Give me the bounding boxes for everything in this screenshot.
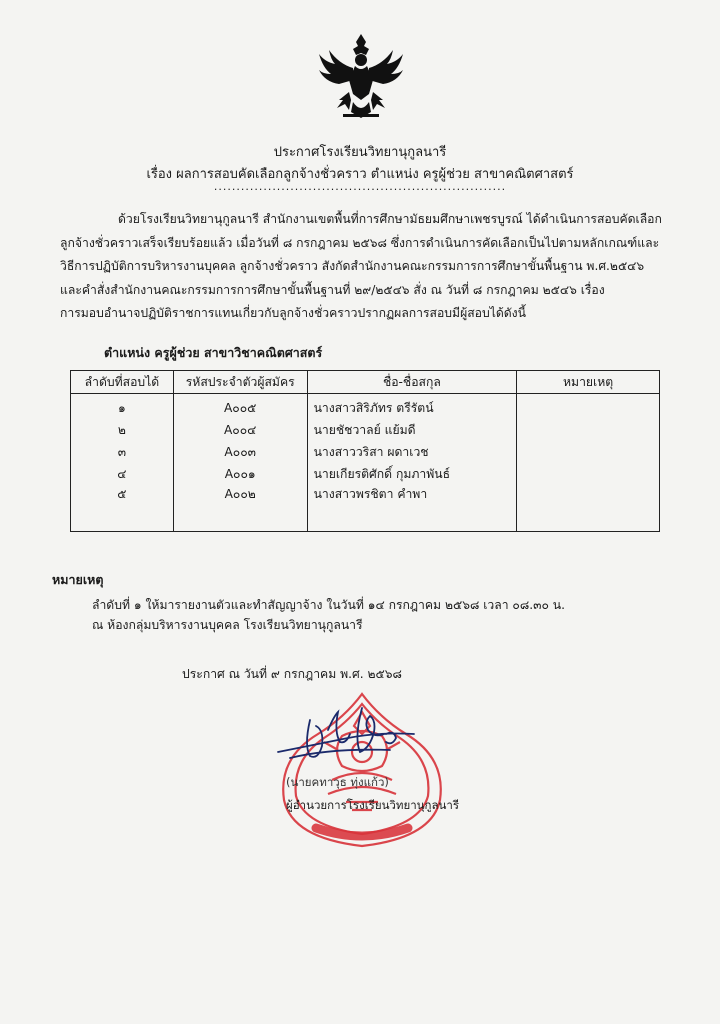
cell-code: A๐๐๓: [173, 441, 307, 463]
remarks-heading: หมายเหตุ: [52, 572, 104, 587]
body-line: วิธีการปฏิบัติการบริหารงานบุคคล ลูกจ้างชั่วคราว สังกัดสำนักงานคณะกรรมการการศึกษาขั้นพื้นฐาน พ.ศ.๒๕๔๖: [60, 259, 645, 274]
cell-code: A๐๐๒: [173, 485, 307, 532]
header-name: ชื่อ-ชื่อสกุล: [307, 371, 517, 394]
cell-name: นางสาววริสา ผดาเวช: [307, 441, 517, 463]
cell-rank: ๕: [71, 485, 174, 532]
header-code: รหัสประจำตัวผู้สมัคร: [173, 371, 307, 394]
cell-note: [517, 419, 660, 441]
cell-name: นายชัชวาลย์ แย้มดี: [307, 419, 517, 441]
garuda-emblem: [313, 30, 409, 120]
remarks-line: ณ ห้องกลุ่มบริหารงานบุคคล โรงเรียนวิทยานุกูลนารี: [92, 618, 363, 632]
cell-name: นางสาวสิริภัทร ตรีรัตน์: [307, 394, 517, 420]
header-note: หมายเหตุ: [517, 371, 660, 394]
table-header-row: [71, 371, 660, 394]
cell-note: [517, 485, 660, 532]
handwritten-signature: [270, 700, 420, 770]
cell-note: [517, 394, 660, 420]
body-line: ลูกจ้างชั่วคราวเสร็จเรียบร้อยแล้ว เมื่อวันที่ ๘ กรกฎาคม ๒๕๖๘ ซึ่งการดำเนินการคัดเลือกเป็นไปตามหลักเกณฑ์และ: [60, 235, 660, 250]
cell-name: นางสาวพรชิตา คำพา: [307, 485, 517, 532]
table-row: [71, 463, 660, 485]
cell-rank: ๔: [71, 463, 174, 485]
cell-code: A๐๐๕: [173, 394, 307, 420]
remarks-line: ลำดับที่ ๑ ให้มารายงานตัวและทำสัญญาจ้าง ในวันที่ ๑๔ กรกฎาคม ๒๕๖๘ เวลา ๐๘.๓๐ น.: [92, 598, 565, 612]
body-line: การมอบอำนาจปฏิบัติราชการแทนเกี่ยวกับลูกจ้างชั่วคราวปรากฏผลการสอบมีผู้สอบได้ดังนี้: [60, 306, 526, 321]
cell-rank: ๓: [71, 441, 174, 463]
table-row: [71, 419, 660, 441]
position-title: ตำแหน่ง ครูผู้ช่วย สาขาวิชาคณิตศาสตร์: [104, 345, 323, 360]
cell-note: [517, 463, 660, 485]
table-row: [71, 441, 660, 463]
cell-code: A๐๐๔: [173, 419, 307, 441]
results-table: [70, 370, 660, 532]
table-row: [71, 485, 660, 532]
table-row: [71, 394, 660, 420]
title-separator: .................................................................: [213, 180, 507, 193]
cell-name: นายเกียรติศักดิ์ กุมภาพันธ์: [307, 463, 517, 485]
body-line: ด้วยโรงเรียนวิทยานุกูลนารี สำนักงานเขตพื้นที่การศึกษามัธยมศึกษาเพชรบูรณ์ ได้ดำเนินการสอบคัดเลือก: [118, 212, 662, 226]
body-paragraph: [60, 208, 662, 326]
announcement-date: ประกาศ ณ วันที่ ๙ กรกฎาคม พ.ศ. ๒๕๖๘: [182, 667, 402, 681]
body-line: และคำสั่งสำนักงานคณะกรรมการการศึกษาขั้นพื้นฐานที่ ๒๙/๒๕๔๖ สั่ง ณ วันที่ ๘ กรกฎาคม ๒๕๔๖ เรื่อง: [60, 282, 605, 297]
signer-name: (นายคทาวุธ ทุ่งแก้ว): [286, 775, 389, 789]
cell-code: A๐๐๑: [173, 463, 307, 485]
announcement-subject: เรื่อง ผลการสอบคัดเลือกลูกจ้างชั่วคราว ตำแหน่ง ครูผู้ช่วย สาขาคณิตศาสตร์: [146, 167, 574, 182]
cell-note: [517, 441, 660, 463]
cell-rank: ๒: [71, 419, 174, 441]
cell-rank: ๑: [71, 394, 174, 420]
announcement-title: ประกาศโรงเรียนวิทยานุกูลนารี: [273, 145, 447, 160]
signer-position: ผู้อำนวยการโรงเรียนวิทยานุกูลนารี: [286, 798, 460, 812]
header-rank: ลำดับที่สอบได้: [71, 371, 174, 394]
